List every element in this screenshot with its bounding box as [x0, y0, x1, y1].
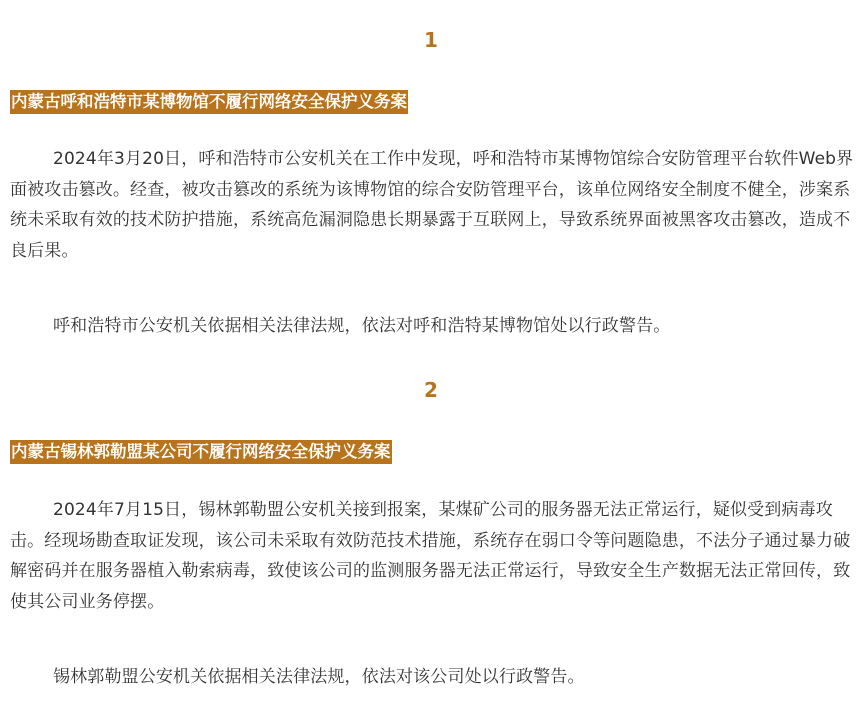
case-title: 内蒙古锡林郭勒盟某公司不履行网络安全保护义务案 — [10, 440, 392, 464]
case-paragraph: 2024年7月15日，锡林郭勒盟公安机关接到报案，某煤矿公司的服务器无法正常运行，疑似受到病毒攻击。经现场勘查取证发现，该公司未采取有效防范技术措施，系统存在弱口令等问题隐患，不法分子通过暴力破解密码并在服务器植入勒索病毒，致使该公司的监测服务器无法正常运行，导致安全生产数据无法正常回传，致使其公司业务停摆。 — [10, 500, 851, 612]
case-number: 1 — [424, 28, 438, 52]
case-paragraph: 2024年3月20日，呼和浩特市公安机关在工作中发现，呼和浩特市某博物馆综合安防管理平台软件Web界面被攻击篡改。经查，被攻击篡改的系统为该博物馆的综合安防管理平台，该单位网络安全制度不健全，涉案系统未采取有效的技术防护措施，系统高危漏洞隐患长期暴露于互联网上，导致系统界面被黑客攻击篡改，造成不良后果。 — [10, 149, 854, 261]
case-paragraph: 呼和浩特市公安机关依据相关法律法规，依法对呼和浩特某博物馆处以行政警告。 — [53, 316, 671, 336]
case-paragraph: 锡林郭勒盟公安机关依据相关法律法规，依法对该公司处以行政警告。 — [53, 667, 585, 687]
case-title: 内蒙古呼和浩特市某博物馆不履行网络安全保护义务案 — [10, 90, 408, 114]
case-number: 2 — [424, 378, 438, 402]
